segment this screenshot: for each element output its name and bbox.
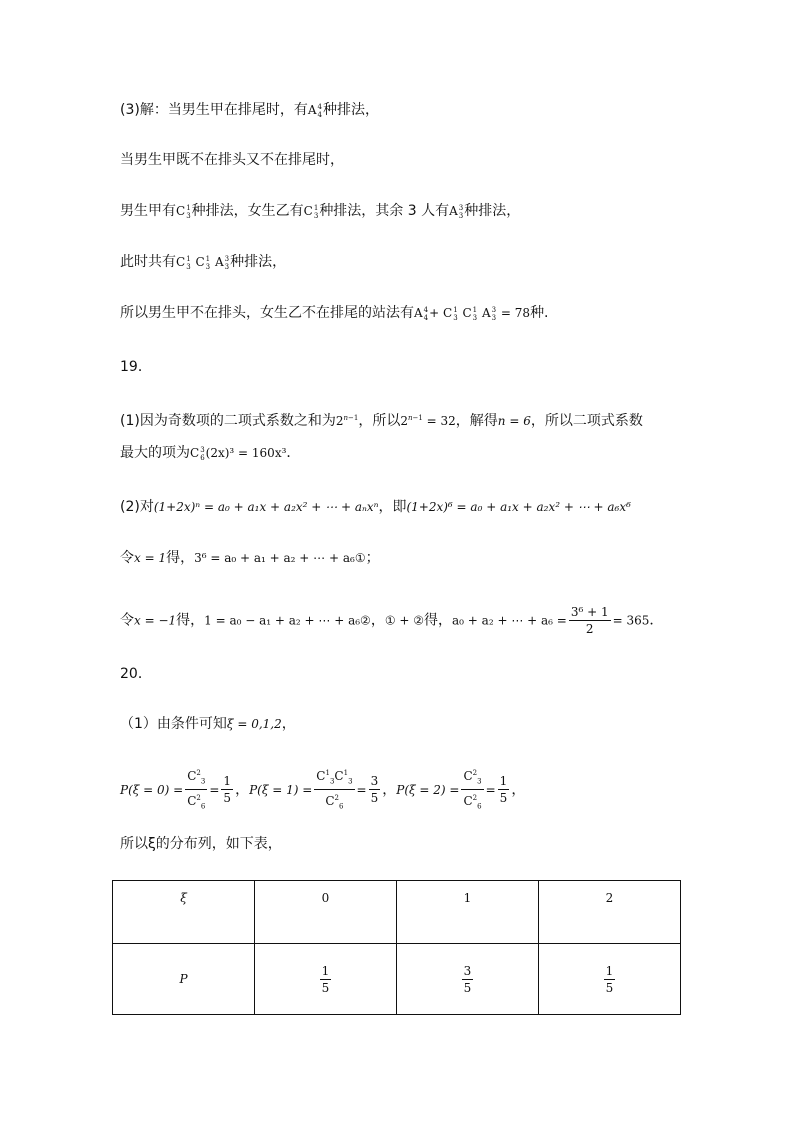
table-row bbox=[113, 944, 681, 1015]
q19-line-1: (1)因为奇数项的二项式系数之和为$2^{n-1}$，所以$2^{n-1} = 32$，解得n = 6，所以二项式系数 bbox=[120, 413, 643, 429]
q19-line-4: 令x = 1得，3⁶ = a₀ + a₁ + a₂ + ⋯ + a₆①； bbox=[120, 550, 380, 566]
perm-a44: A 4 4 bbox=[307, 102, 322, 119]
fraction-p1: $\frac{C^1_3C^1_3}{C^2_6}$ bbox=[314, 766, 354, 814]
table-cell: 1 bbox=[397, 881, 539, 944]
q19-line-3: (2)对(1+2x)ⁿ = a₀ + a₁x + a₂x² + ⋯ + aₙxⁿ，即(1+2x)⁶ = a₀ + a₁x + a₂x² + ⋯ + a₆x⁶ bbox=[120, 499, 631, 515]
table-cell: $\frac{1}{5}$ bbox=[255, 944, 397, 1015]
distribution-table bbox=[112, 880, 681, 1015]
solution-line-3: 男生甲有C 1 3 种排法，女生乙有C 1 3 种排法，其余 3 人有A 3 3 种排法， bbox=[120, 203, 521, 220]
table-cell: 2 bbox=[539, 881, 681, 944]
table-cell: P bbox=[113, 944, 255, 1015]
solution-line-5: 所以男生甲不在排头，女生乙不在排尾的站法有A 4 4 + C 1 3 C 1 3 A 3 3 = 78种. bbox=[120, 305, 549, 322]
q20-probabilities: P(ξ = 0) = $\frac{C^2_3}{C^2_6}$ = $\frac{1}{5}$ ，P(ξ = 1) = $\frac{C^1_3C^1_3}{C^2_6}$ = $\frac{3}{5}$ ，P(ξ = 2) = $\frac{C^2_3}{C^2_6}$ = $\frac{1}{5}$ ， bbox=[120, 766, 525, 814]
solution-line-1: (3)解：当男生甲在排尾时，有A 4 4 种排法， bbox=[120, 102, 379, 119]
table-row bbox=[113, 881, 681, 944]
table-cell: ξ bbox=[113, 881, 255, 944]
solution-line-4: 此时共有C 1 3 C 1 3 A 3 3 种排法， bbox=[120, 254, 287, 271]
q20-line-1: （1）由条件可知ξ = 0,1,2， bbox=[120, 716, 296, 732]
solution-line-2: 当男生甲既不在排头又不在排尾时， bbox=[120, 152, 344, 168]
table-cell: 0 bbox=[255, 881, 397, 944]
fraction-p2: $\frac{C^2_3}{C^2_6}$ bbox=[461, 766, 483, 814]
question-number-19: 19． bbox=[120, 359, 152, 375]
table-cell: $\frac{1}{5}$ bbox=[539, 944, 681, 1015]
q20-line-3: 所以ξ的分布列，如下表， bbox=[120, 836, 282, 852]
q19-line-5: 令x = −1得，1 = a₀ − a₁ + a₂ + ⋯ + a₆②，① + ②得，a₀ + a₂ + ⋯ + a₆ = $\frac{\text{3⁶ + 1}}{2}$ = 365． bbox=[120, 605, 664, 636]
fraction-365: $\frac{\text{3⁶ + 1}}{2}$ bbox=[570, 605, 609, 636]
q19-line-2: 最大的项为C 3 6 (2x)³ = 160x³． bbox=[120, 445, 301, 462]
table-cell: $\frac{3}{5}$ bbox=[397, 944, 539, 1015]
question-number-20: 20． bbox=[120, 666, 152, 682]
fraction-p0: $\frac{C^2_3}{C^2_6}$ bbox=[185, 766, 207, 814]
